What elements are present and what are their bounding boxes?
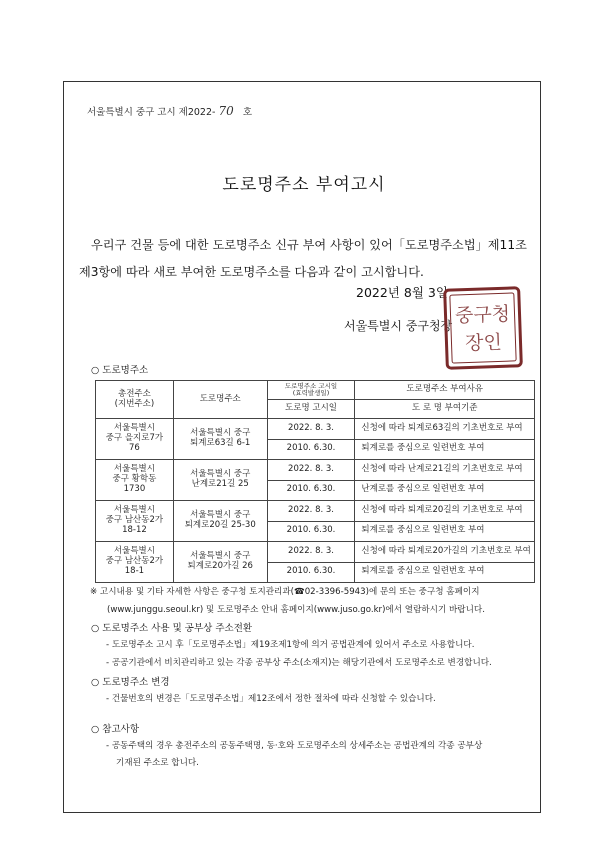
section-reference-heading: ○ 참고사항 [91, 724, 140, 735]
section-change-heading: ○ 도로명주소 변경 [91, 677, 170, 688]
date-cell: 2010. 6.30. [267, 521, 355, 542]
table-row [96, 501, 535, 522]
seal-text-top: 중구청 [454, 303, 511, 327]
date-cell: 2010. 6.30. [267, 480, 355, 501]
old-address-cell: 서울특별시 중구 황학동 1730 [96, 460, 174, 501]
road-address-cell: 서울특별시 중구 퇴계로20길 25-30 [173, 501, 267, 542]
page-title: 도로명주소 부여고시 [222, 175, 386, 195]
change-bullet-1: - 건물번호의 변경은「도로명주소법」제12조에서 정한 절차에 따라 신청할 수 있습니다. [106, 694, 436, 704]
reason-cell: 퇴계로를 중심으로 일련번호 부여 [355, 439, 535, 460]
date-cell: 2010. 6.30. [267, 439, 355, 460]
header-reason: 도로명주소 부여사유 [355, 381, 535, 400]
reference-line-2: 기재된 주소로 합니다. [116, 758, 199, 768]
date-cell: 2010. 6.30. [267, 562, 355, 583]
reason-cell: 난계로를 중심으로 일련번호 부여 [355, 480, 535, 501]
subheader-road-notice-date: 도로명 고시일 [267, 400, 355, 419]
table-header-row [96, 381, 535, 400]
seal-text-bottom: 장인 [464, 331, 503, 355]
road-address-cell: 서울특별시 중구 난계로21길 25 [173, 460, 267, 501]
doc-number-prefix: 서울특별시 중구 고시 제2022- [87, 107, 216, 118]
road-address-cell: 서울특별시 중구 퇴계로20가길 26 [173, 542, 267, 583]
usage-bullet-2: - 공공기관에서 비치관리하고 있는 각종 공부상 주소(소재지)는 해당기관에서 도로명주소로 변경합니다. [106, 658, 492, 668]
doc-number-handwritten: 70 [218, 104, 234, 118]
reason-cell: 퇴계로를 중심으로 일련번호 부여 [355, 521, 535, 542]
date-cell: 2022. 8. 3. [267, 542, 355, 563]
table-row [96, 460, 535, 481]
header-notice-date: 도로명주소 고시일 (효력발생일) [267, 381, 355, 400]
road-address-cell: 서울특별시 중구 퇴계로63길 6-1 [173, 419, 267, 460]
reference-bullet-1 [106, 738, 546, 772]
subheader-road-criteria: 도 로 명 부여기준 [355, 400, 535, 419]
notice-date: 2022년 8월 3일 [356, 285, 448, 300]
issuing-office: 서울특별시 중구청장 [344, 319, 453, 333]
reason-cell: 신청에 따라 퇴계로20가길의 기초번호로 부여 [355, 542, 535, 563]
table-row [96, 542, 535, 563]
reason-cell: 신청에 따라 퇴계로63길의 기초번호로 부여 [355, 419, 535, 440]
official-seal-icon [438, 282, 527, 375]
section-usage-heading: ○ 도로명주소 사용 및 공부상 주소전환 [91, 623, 253, 634]
doc-number [87, 104, 252, 118]
intro-paragraph [79, 232, 549, 286]
intro-line-2: 제3항에 따라 새로 부여한 도로명주소를 다음과 같이 고시합니다. [79, 265, 424, 279]
section-road-address-heading: ○ 도로명주소 [91, 365, 149, 376]
reason-cell: 퇴계로를 중심으로 일련번호 부여 [355, 562, 535, 583]
note-line-1: ※ 고시내용 및 기타 자세한 사항은 중구청 토지관리과(☎02-3396-5943)에 문의 또는 중구청 홈페이지 [90, 587, 480, 597]
table-row [96, 419, 535, 440]
inquiry-note [90, 583, 550, 619]
date-cell: 2022. 8. 3. [267, 501, 355, 522]
reason-cell: 신청에 따라 퇴계로20길의 기초번호로 부여 [355, 501, 535, 522]
old-address-cell: 서울특별시 중구 남산동2가 18-12 [96, 501, 174, 542]
intro-line-1: 우리구 건물 등에 대한 도로명주소 신규 부여 사항이 있어「도로명주소법」제11조 [91, 238, 527, 252]
date-cell: 2022. 8. 3. [267, 419, 355, 440]
usage-bullet-1: - 도로명주소 고시 후「도로명주소법」제19조제1항에 의거 공법관계에 있어서 주소로 사용합니다. [106, 640, 475, 650]
reference-line-1: - 공동주택의 경우 총전주소의 공동주택명, 동·호와 도로명주소의 상세주소는 공법관계의 각종 공부상 [106, 741, 483, 751]
header-road-address: 도로명주소 [173, 381, 267, 419]
old-address-cell: 서울특별시 중구 남산동2가 18-1 [96, 542, 174, 583]
old-address-cell: 서울특별시 중구 을지로7가 76 [96, 419, 174, 460]
date-cell: 2022. 8. 3. [267, 460, 355, 481]
note-line-2: (www.junggu.seoul.kr) 및 도로명주소 안내 홈페이지(www.juso.go.kr)에서 열람하시기 바랍니다. [107, 605, 485, 615]
address-table [95, 380, 535, 583]
reason-cell: 신청에 따라 난계로21길의 기초번호로 부여 [355, 460, 535, 481]
doc-number-suffix: 호 [242, 107, 252, 118]
header-old-address: 총전주소 (지번주소) [96, 381, 174, 419]
